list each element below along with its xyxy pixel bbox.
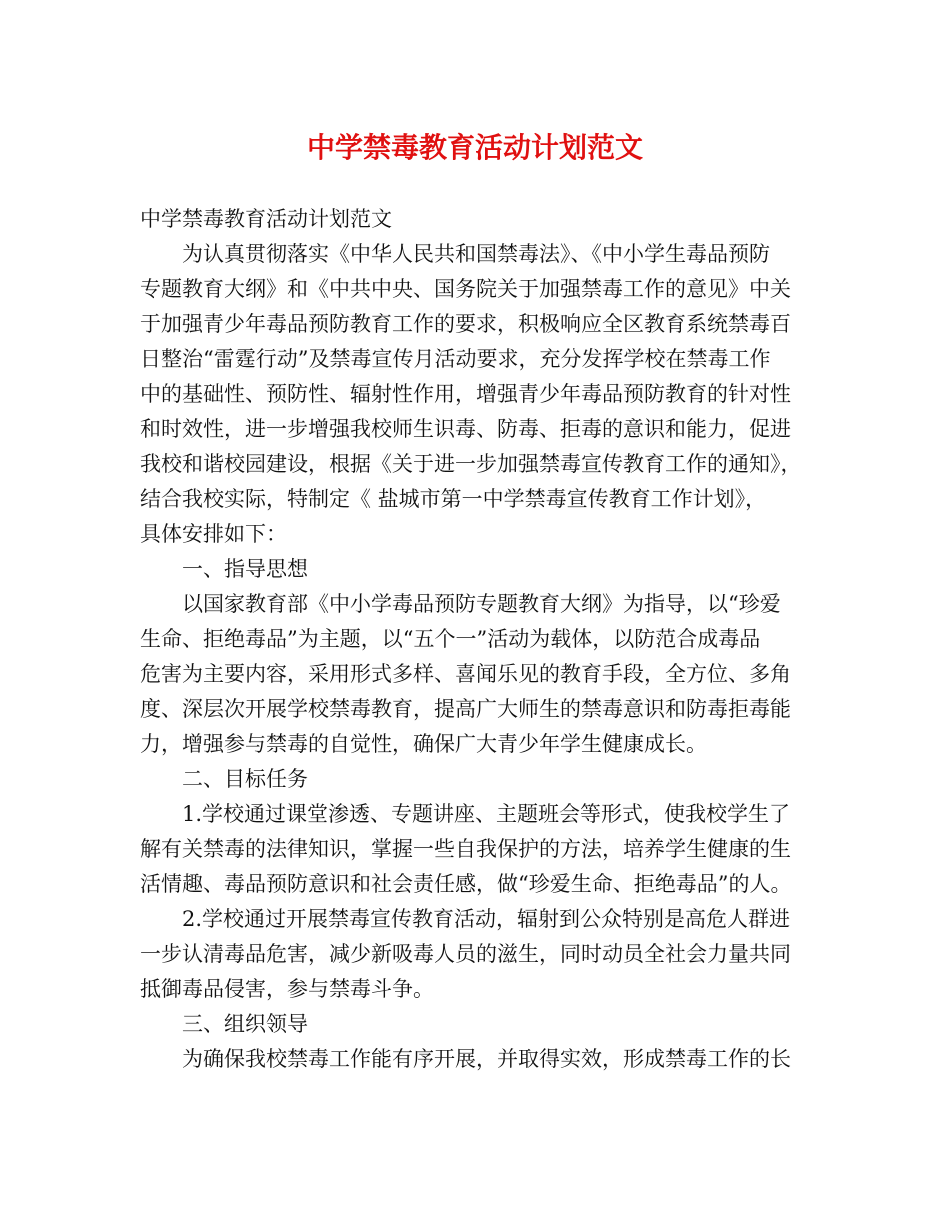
document-title: 中学禁毒教育活动计划范文 [306, 131, 643, 164]
text-line: 专题教育大纲》和《中共中央、国务院关于加强禁毒工作的意见》中关 [140, 277, 791, 301]
text-line: 度、深层次开展学校禁毒教育，提高广大师生的禁毒意识和防毒拒毒能 [140, 697, 791, 721]
text-line: 于加强青少年毒品预防教育工作的要求，积极响应全区教育系统禁毒百 [140, 312, 791, 336]
text-line: 一步认清毒品危害，减少新吸毒人员的滋生，同时动员全社会力量共同 [140, 942, 791, 966]
text-line: 中学禁毒教育活动计划范文 [140, 207, 392, 231]
text-line: 一、指导思想 [182, 557, 308, 581]
text-line: 1.学校通过课堂渗透、专题讲座、主题班会等形式，使我校学生了 [182, 802, 791, 826]
document-body [140, 202, 820, 1077]
text-line: 以国家教育部《中小学毒品预防专题教育大纲》为指导，以“珍爱 [182, 592, 781, 616]
text-line: 二、目标任务 [182, 767, 308, 791]
text-line: 危害为主要内容，采用形式多样、喜闻乐见的教育手段，全方位、多角 [140, 662, 791, 686]
text-line: 为确保我校禁毒工作能有序开展，并取得实效，形成禁毒工作的长 [182, 1047, 791, 1071]
text-line: 2.学校通过开展禁毒宣传教育活动，辐射到公众特别是高危人群进 [182, 907, 791, 931]
text-line: 日整治“雷霆行动”及禁毒宣传月活动要求，充分发挥学校在禁毒工作 [140, 347, 771, 371]
text-line: 和时效性，进一步增强我校师生识毒、防毒、拒毒的意识和能力，促进 [140, 417, 791, 441]
text-line: 抵御毒品侵害，参与禁毒斗争。 [140, 977, 434, 1001]
text-line: 我校和谐校园建设，根据《关于进一步加强禁毒宣传教育工作的通知》， [140, 452, 802, 476]
text-line: 具体安排如下： [140, 522, 287, 546]
text-line: 为认真贯彻落实《中华人民共和国禁毒法》、《中小学生毒品预防 [182, 242, 770, 266]
text-line: 力，增强参与禁毒的自觉性，确保广大青少年学生健康成长。 [140, 732, 707, 756]
text-line: 三、组织领导 [182, 1012, 308, 1036]
text-line: 结合我校实际，特制定《 盐城市第一中学禁毒宣传教育工作计划》， [140, 487, 767, 511]
text-line: 解有关禁毒的法律知识，掌握一些自我保护的方法，培养学生健康的生 [140, 837, 791, 861]
text-line: 中的基础性、预防性、辐射性作用，增强青少年毒品预防教育的针对性 [140, 382, 791, 406]
text-line: 活情趣、毒品预防意识和社会责任感，做“珍爱生命、拒绝毒品”的人。 [140, 872, 792, 896]
text-line: 生命、拒绝毒品”为主题，以“五个一”活动为载体，以防范合成毒品 [140, 627, 761, 651]
